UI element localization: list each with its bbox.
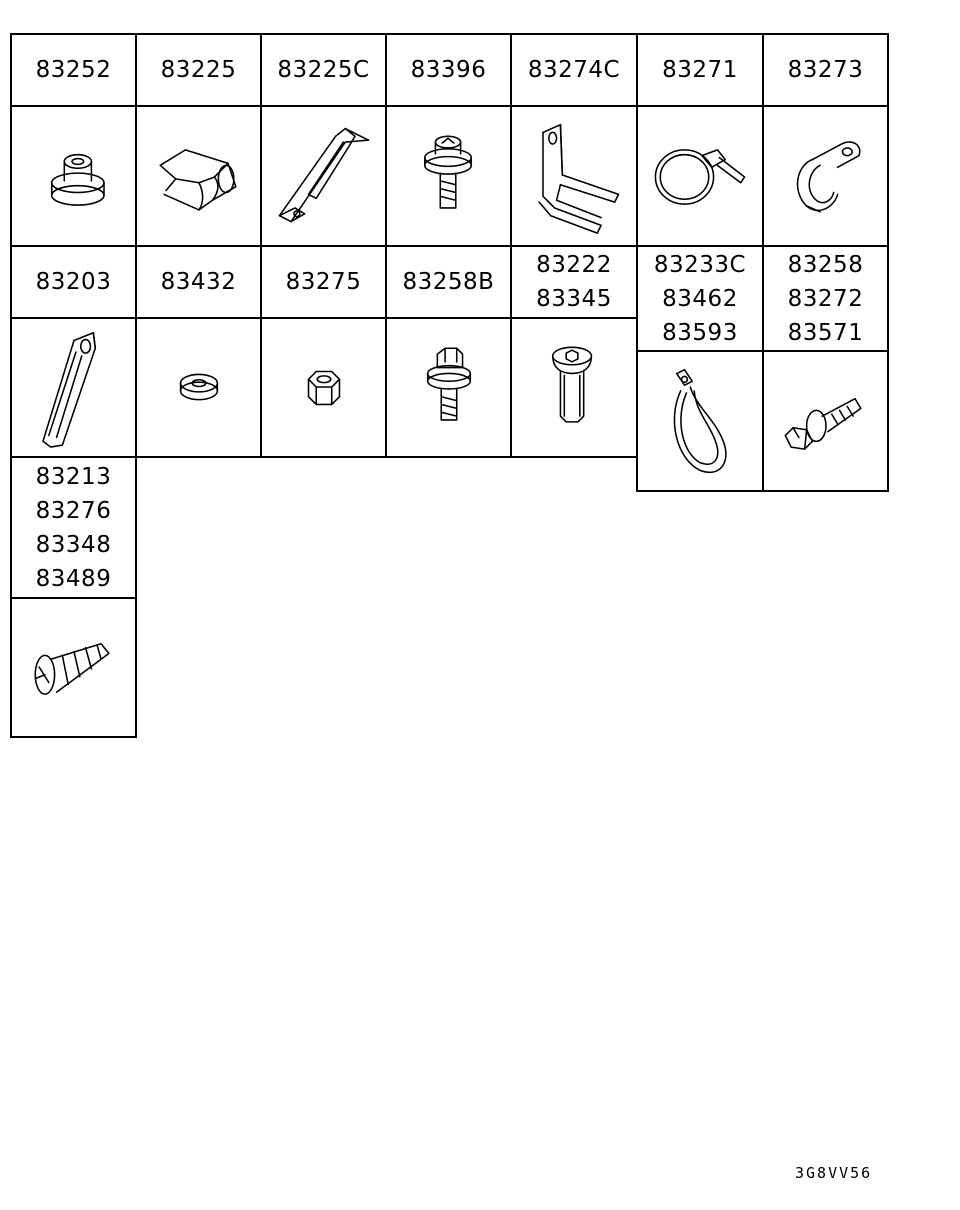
p-clamp-icon [762, 105, 889, 247]
hex-nut-icon [260, 317, 387, 458]
part-label-cell [135, 245, 262, 319]
part-number: 83252 [35, 57, 112, 83]
part-label-cell [10, 456, 137, 599]
part-label-cell [260, 33, 387, 107]
part-number: 83225 [160, 57, 237, 83]
part-number: 83233C [653, 251, 747, 278]
part-number: 83489 [35, 565, 112, 592]
cable-tie-icon [636, 105, 764, 247]
part-label-cell [636, 33, 764, 107]
push-nut-icon [10, 105, 137, 247]
socket-screw-icon [510, 317, 638, 458]
part-label-cell [385, 245, 512, 319]
part-number: 83274C [527, 57, 621, 83]
part-number: 83276 [35, 497, 112, 524]
part-label-cell [762, 245, 889, 352]
part-number: 83203 [35, 269, 112, 295]
part-number: 83432 [160, 269, 237, 295]
part-number: 83272 [787, 285, 864, 312]
band-clip-icon [135, 105, 262, 247]
part-label-cell [135, 33, 262, 107]
loop-clamp-icon [636, 350, 764, 492]
part-number: 83258 [787, 251, 864, 278]
part-number: 83275 [285, 269, 362, 295]
part-label-cell [636, 245, 764, 352]
part-number: 83213 [35, 463, 112, 490]
tapping-screw-icon [10, 597, 137, 738]
part-label-cell [10, 245, 137, 319]
flange-bolt-icon [385, 317, 512, 458]
part-number: 83225C [277, 57, 370, 83]
angled-bolt-icon [762, 350, 889, 492]
washer-bolt-icon [385, 105, 512, 247]
part-number: 83345 [536, 286, 612, 312]
part-label-cell [260, 245, 387, 319]
fork-bracket-icon [510, 105, 638, 247]
part-number: 83462 [662, 285, 738, 312]
part-number: 83348 [35, 531, 112, 558]
part-number: 83271 [662, 57, 738, 83]
part-number: 83222 [536, 252, 612, 278]
diagram-code: 3G8VV56 [795, 1164, 873, 1182]
part-label-cell [762, 33, 889, 107]
part-label-cell [10, 33, 137, 107]
part-label-cell [385, 33, 512, 107]
part-number: 83273 [787, 57, 864, 83]
washer-icon [135, 317, 262, 458]
strap-clip-icon [10, 317, 137, 458]
part-number: 83258B [402, 269, 495, 295]
part-number: 83593 [662, 319, 738, 346]
part-number: 83571 [787, 319, 864, 346]
long-bracket-icon [260, 105, 387, 247]
part-number: 83396 [410, 57, 487, 83]
part-label-cell [510, 33, 638, 107]
part-label-cell [510, 245, 638, 319]
